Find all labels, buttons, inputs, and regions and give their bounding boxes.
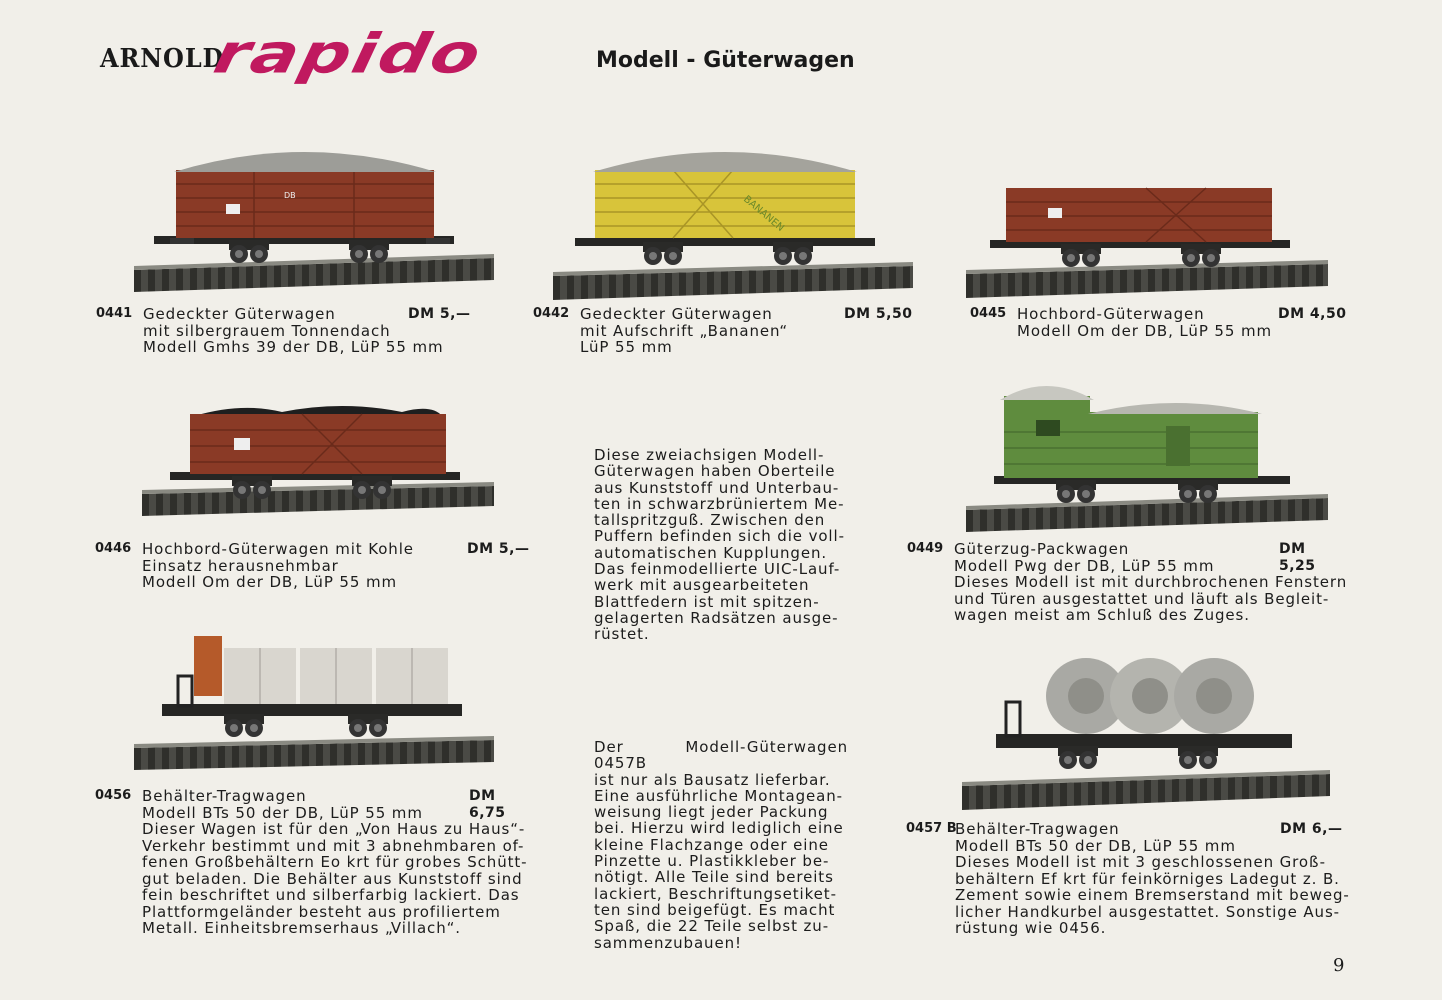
item-line: Gedeckter Güterwagen <box>580 305 773 323</box>
item-line: Verkehr bestimmt und mit 3 abnehmbaren of- <box>142 836 525 855</box>
item-line: Zement sowie einem Bremserstand mit beweg- <box>955 886 1350 904</box>
item-line: fein beschriftet und silberfarbig lackiert. Das <box>142 886 520 904</box>
item-0441 <box>96 306 476 356</box>
paragraph-line: kleine Flachzange oder eine <box>594 835 829 854</box>
item-number: 0456 <box>95 788 132 803</box>
item-line: Güterzug-Packwagen <box>954 540 1130 558</box>
paragraph-line: Eine ausführliche Montagean- <box>594 786 843 805</box>
item-price: DM 5,50 <box>844 306 913 322</box>
paragraph-line: Puffern befinden sich die voll- <box>594 527 845 546</box>
item-line: Dieses Modell ist mit 3 geschlossenen Groß- <box>955 853 1326 871</box>
item-line: Modell Om der DB, LüP 55 mm <box>1017 321 1273 340</box>
paragraph-line: weisung liegt jeder Packung <box>594 803 829 822</box>
paragraph-line: bei. Hierzu wird lediglich eine <box>594 819 844 838</box>
item-line: Dieses Modell ist mit durchbrochenen Fenstern <box>954 573 1348 591</box>
paragraph-line: aus Kunststoff und Unterbau- <box>594 478 840 497</box>
paragraph-line: automatischen Kupplungen. <box>594 543 828 562</box>
item-line: mit Aufschrift „Bananen“ <box>580 321 788 340</box>
item-price: DM 6,— <box>1280 821 1343 837</box>
item-line: Modell Gmhs 39 der DB, LüP 55 mm <box>143 338 444 356</box>
item-0456 <box>95 788 535 937</box>
item-line: Metall. Einheitsbremserhaus „Villach“. <box>142 919 461 937</box>
page-number: 9 <box>1333 955 1345 976</box>
wagon-0456-image <box>134 632 494 780</box>
item-0446 <box>95 541 535 591</box>
wagon-0449-image <box>966 372 1328 534</box>
item-line: und Türen ausgestattet und läuft als Begleit- <box>954 589 1330 608</box>
paragraph-line: Das feinmodellierte UIC-Lauf- <box>594 560 841 579</box>
paragraph-line: ten in schwarzbrüniertem Me- <box>594 494 845 513</box>
item-line: Modell BTs 50 der DB, LüP 55 mm <box>955 836 1236 855</box>
paragraph-bausatz <box>594 739 848 951</box>
paragraph-line: rüstet. <box>594 625 650 644</box>
paragraph-line: Der Modell-Güterwagen 0457B <box>594 738 848 773</box>
paragraph-line: nötigt. Alle Teile sind bereits <box>594 868 834 887</box>
item-number: 0442 <box>533 306 570 321</box>
paragraph-line: lackiert, Beschriftungsetiket- <box>594 884 837 903</box>
item-line: LüP 55 mm <box>580 338 673 356</box>
item-0457b <box>906 820 1350 937</box>
paragraph-line: gelagerten Radsätzen ausge- <box>594 608 839 627</box>
page-title: Modell - Güterwagen <box>596 48 855 73</box>
item-number: 0445 <box>970 306 1007 321</box>
item-line: Dieser Wagen ist für den „Von Haus zu Haus“- <box>142 820 526 838</box>
item-line: Plattformgeländer besteht aus profiliertem <box>142 902 501 921</box>
item-number: 0449 <box>907 541 944 556</box>
item-price: DM 5,— <box>467 541 530 557</box>
wagon-0457b-image <box>962 650 1330 816</box>
item-line: Einsatz herausnehmbar <box>142 556 339 575</box>
item-price: DM 4,50 <box>1278 306 1347 322</box>
svg-text:BANANEN: BANANEN <box>741 193 786 234</box>
paragraph-line: Blattfedern ist mit spitzen- <box>594 592 820 611</box>
item-price: DM 5,25 <box>1279 541 1316 574</box>
wagon-0442-image <box>553 140 913 302</box>
item-line: fenen Großbehältern Eo krt für grobes Schütt- <box>142 853 528 871</box>
paragraph-description <box>594 447 848 643</box>
item-line: gut beladen. Die Behälter aus Kunststoff sind <box>142 869 523 888</box>
item-line: mit silbergrauem Tonnendach <box>143 321 391 340</box>
rapido-logo: rapido <box>208 22 489 86</box>
item-line: Modell Pwg der DB, LüP 55 mm <box>954 556 1215 575</box>
item-line: rüstung wie 0456. <box>955 919 1107 937</box>
item-0449 <box>907 541 1347 624</box>
paragraph-line: tallspritzguß. Zwischen den <box>594 511 826 530</box>
item-line: Modell Om der DB, LüP 55 mm <box>142 573 398 591</box>
item-price: DM 6,75 <box>469 788 506 821</box>
item-number: 0441 <box>96 306 133 321</box>
brand-arnold: ARNOLD <box>100 44 225 74</box>
paragraph-line: Güterwagen haben Oberteile <box>594 462 836 481</box>
item-number: 0457 B <box>906 821 957 836</box>
wagon-0445-image <box>966 180 1328 300</box>
item-line: Hochbord-Güterwagen mit Kohle <box>142 540 414 558</box>
item-number: 0446 <box>95 541 132 556</box>
paragraph-line: ist nur als Bausatz lieferbar. <box>594 770 831 789</box>
wagon-0446-image <box>142 402 494 520</box>
item-price: DM 5,— <box>408 306 471 322</box>
item-line: Behälter-Tragwagen <box>955 820 1120 838</box>
item-line: licher Handkurbel ausgestattet. Sonstige Aus- <box>955 902 1340 921</box>
item-0442 <box>533 306 913 356</box>
item-line: Hochbord-Güterwagen <box>1017 305 1205 323</box>
svg-text:DB: DB <box>284 191 296 200</box>
paragraph-line: sammenzubauen! <box>594 933 742 952</box>
item-line: wagen meist am Schluß des Zuges. <box>954 606 1250 624</box>
paragraph-line: Diese zweiachsigen Modell- <box>594 446 825 464</box>
item-line: Modell BTs 50 der DB, LüP 55 mm <box>142 803 423 822</box>
item-line: Behälter-Tragwagen <box>142 787 307 805</box>
item-0445 <box>970 306 1350 339</box>
paragraph-line: werk mit ausgearbeiteten <box>594 576 810 595</box>
paragraph-line: Spaß, die 22 Teile selbst zu- <box>594 917 830 936</box>
paragraph-line: Pinzette u. Plastikkleber be- <box>594 852 830 871</box>
paragraph-line: ten sind beigefügt. Es macht <box>594 900 836 919</box>
item-line: Gedeckter Güterwagen <box>143 305 336 323</box>
wagon-0441-image <box>134 140 494 300</box>
item-line: behältern Ef krt für feinkörniges Ladegut z. B. <box>955 869 1340 888</box>
